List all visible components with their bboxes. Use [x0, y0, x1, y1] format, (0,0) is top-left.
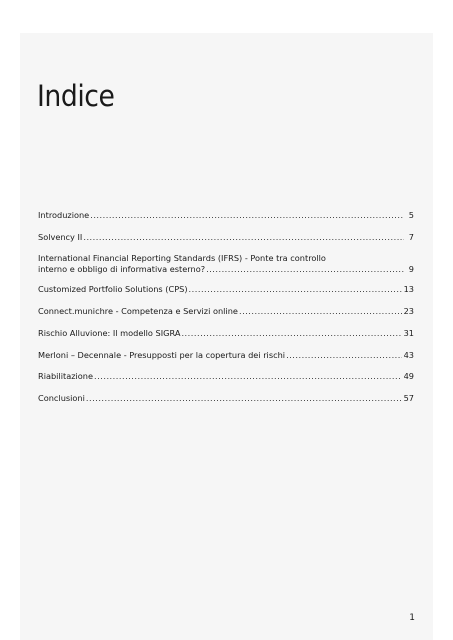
toc-entry-riabilitazione[interactable] [38, 371, 414, 382]
toc-entry-label: Solvency II [38, 232, 83, 242]
toc-entry-page: 57 [403, 393, 414, 403]
toc-entry-label: Conclusioni [38, 393, 85, 403]
dot-leader [239, 306, 402, 317]
toc-entry-label: Merloni – Decennale - Presupposti per la copertura dei rischi [38, 350, 286, 360]
toc-entry-introduzione[interactable] [38, 210, 414, 221]
toc-entry-page: 23 [403, 306, 414, 316]
dot-leader [286, 350, 402, 361]
toc-entry-label: Customized Portfolio Solutions (CPS) [38, 284, 188, 294]
dot-leader [90, 210, 404, 221]
toc-entry-label: interno e obbligo di informativa esterno? [38, 264, 206, 274]
toc-entry-rischio-alluvione[interactable] [38, 328, 414, 339]
dot-leader [206, 264, 404, 275]
dot-leader [181, 328, 401, 339]
toc-entry-page: 13 [403, 284, 414, 294]
toc-entry-label: Introduzione [38, 210, 90, 220]
toc-entry-page: 31 [403, 328, 414, 338]
toc-entry-label-first-line: International Financial Reporting Standards (IFRS) - Ponte tra controllo [38, 253, 326, 263]
toc-entry-merloni[interactable] [38, 350, 414, 361]
toc-entry-cps[interactable] [38, 284, 414, 295]
toc-entry-page: 9 [408, 264, 414, 274]
toc-entry-solvency[interactable] [38, 232, 414, 243]
toc-entry-label: Connect.munichre - Competenza e Servizi online [38, 306, 238, 316]
toc-entry-ifrs[interactable] [38, 253, 414, 275]
page-number: 1 [409, 613, 415, 623]
page-title: Indice [37, 79, 115, 113]
dot-leader [94, 371, 402, 382]
toc-entry-page: 43 [403, 350, 414, 360]
toc-entry-page: 49 [403, 371, 414, 381]
toc-entry-label: Rischio Alluvione: Il modello SIGRA [38, 328, 181, 338]
toc-entry-page: 7 [408, 232, 414, 242]
toc-entry-page: 5 [408, 210, 414, 220]
toc-entry-conclusioni[interactable] [38, 393, 414, 404]
dot-leader [189, 284, 402, 295]
dot-leader [86, 393, 402, 404]
toc-entry-label: Riabilitazione [38, 371, 94, 381]
dot-leader [83, 232, 404, 243]
toc-entry-connect-munichre[interactable] [38, 306, 414, 317]
